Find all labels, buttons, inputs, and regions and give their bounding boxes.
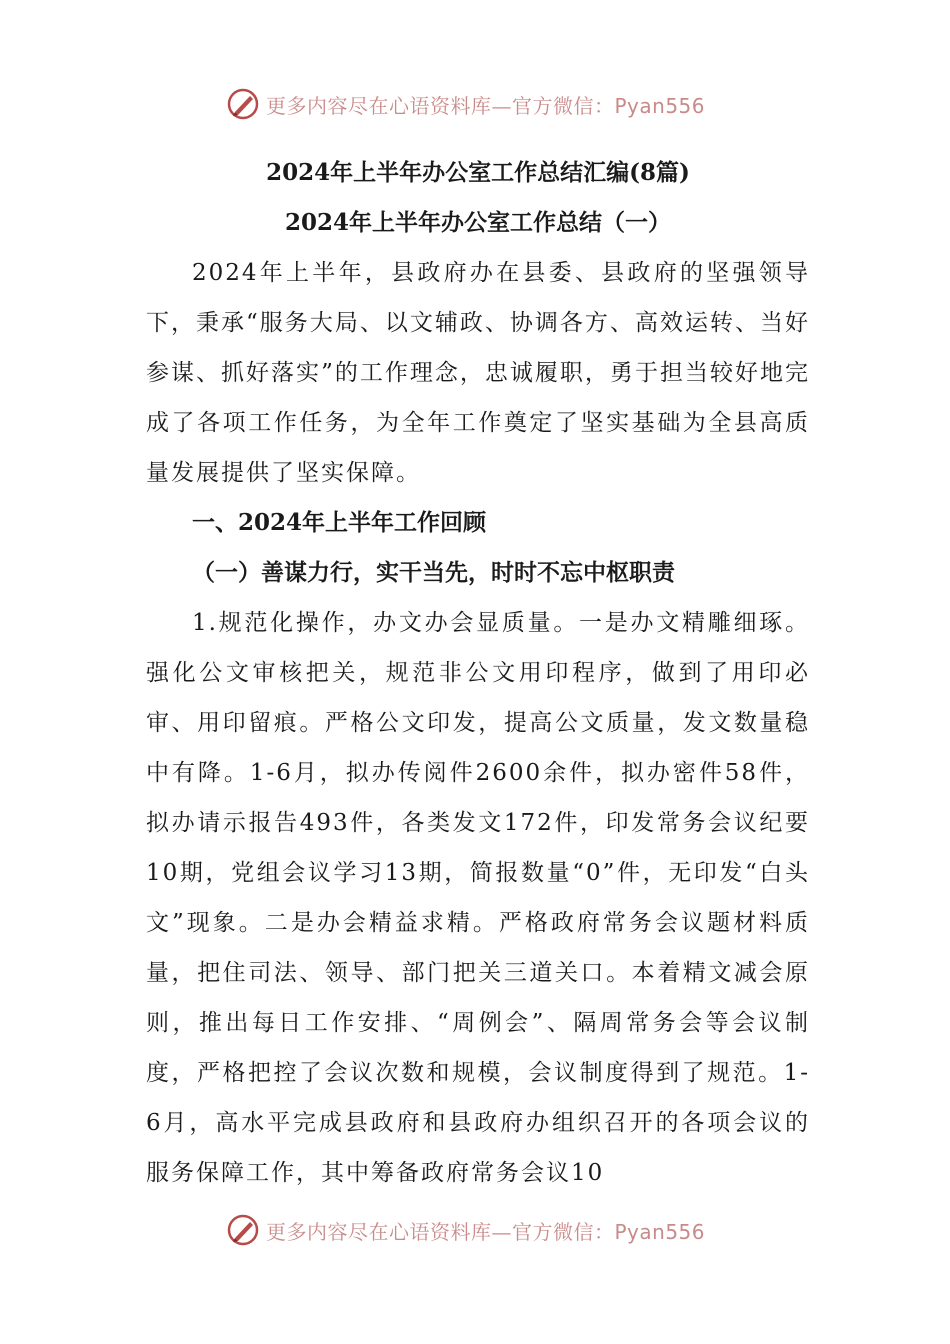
subsection-heading: （一）善谋力行，实干当先，时时不忘中枢职责 <box>192 559 675 586</box>
pen-logo-icon <box>226 87 260 121</box>
main-title: 2024年上半年办公室工作总结汇编(8篇) <box>266 159 690 186</box>
watermark-banner-bottom <box>226 1210 746 1250</box>
intro-paragraph: 2024年上半年，县政府办在县委、县政府的坚强领导下，秉承“服务大局、以文辅政、协调各方、高效运转、当好参谋、抓好落实”的工作理念，忠诚履职，勇于担当较好地完成了各项工作任务，为全年工作奠定了坚实基础为全县高质量发展提供了坚实保障。 <box>146 260 810 486</box>
watermark-banner-top <box>226 84 746 124</box>
watermark-text: 更多内容尽在心语资料库—官方微信：Pyan556 <box>266 93 706 118</box>
body-paragraph: 1.规范化操作，办文办会显质量。一是办文精雕细琢。强化公文审核把关，规范非公文用印程序，做到了用印必审、用印留痕。严格公文印发，提高公文质量，发文数量稳中有降。1-6月，拟办传阅件2600余件，拟办密件58件，拟办请示报告493件，各类发文172件，印发常务会议纪要10期，党组会议学习13期，简报数量“0”件，无印发“白头文”现象。二是办会精益求精。严格政府常务会议题材料质量，把住司法、领导、部门把关三道关口。本着精文减会原则，推出每日工作安排、“周例会”、隔周常务会等会议制度，严格把控了会议次数和规模，会议制度得到了规范。1-6月，高水平完成县政府和县政府办组织召开的各项会议的服务保障工作，其中筹备政府常务会议10 <box>146 610 810 1186</box>
pen-logo-icon <box>226 1213 260 1247</box>
sub-title: 2024年上半年办公室工作总结（一） <box>284 209 671 236</box>
section-heading: 一、2024年上半年工作回顾 <box>192 509 487 536</box>
watermark-text: 更多内容尽在心语资料库—官方微信：Pyan556 <box>266 1219 706 1244</box>
document-body <box>146 148 810 1198</box>
